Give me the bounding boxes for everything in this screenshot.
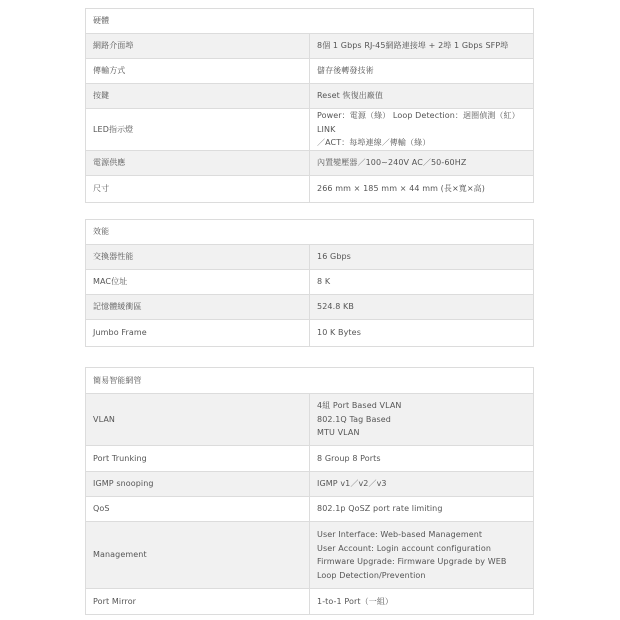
row-label: VLAN: [86, 394, 310, 446]
table-row: [86, 34, 534, 59]
table-row: [86, 497, 534, 522]
row-value: 內置變壓器／100~240V AC／50-60HZ: [310, 150, 534, 175]
row-label: 記憶體緩衝區: [86, 295, 310, 320]
row-label: QoS: [86, 497, 310, 522]
row-value: Power：電源（綠） Loop Detection：迴圈偵測（紅） LINK ／ACT：每埠連線／傳輸（綠）: [310, 109, 534, 151]
row-value: 4組 Port Based VLAN 802.1Q Tag Based MTU VLAN: [310, 394, 534, 446]
table-row: [86, 109, 534, 151]
row-value: 8 Group 8 Ports: [310, 446, 534, 472]
row-label: 按鍵: [86, 84, 310, 109]
row-label: 傳輸方式: [86, 59, 310, 84]
management-spec-table: [85, 367, 534, 615]
row-value: 8 K: [310, 270, 534, 295]
table-section-header: [86, 220, 534, 245]
table-row: [86, 59, 534, 84]
table-row: [86, 150, 534, 175]
row-value: 16 Gbps: [310, 245, 534, 270]
section-title-performance: 效能: [86, 220, 534, 245]
table-section-header: [86, 9, 534, 34]
row-value: 1-to-1 Port（一組）: [310, 589, 534, 615]
table-row: [86, 522, 534, 589]
row-value: 524.8 KB: [310, 295, 534, 320]
row-value: 8個 1 Gbps RJ-45網路連接埠 + 2埠 1 Gbps SFP埠: [310, 34, 534, 59]
table-row: [86, 589, 534, 615]
hardware-spec-table: [85, 8, 534, 203]
table-row: [86, 394, 534, 446]
table-row: [86, 320, 534, 347]
row-value: 儲存後轉發技術: [310, 59, 534, 84]
table-row: [86, 175, 534, 202]
row-label: Port Mirror: [86, 589, 310, 615]
row-label: MAC位址: [86, 270, 310, 295]
table-row: [86, 84, 534, 109]
section-title-hardware: 硬體: [86, 9, 534, 34]
row-value: 802.1p QoSZ port rate limiting: [310, 497, 534, 522]
row-value: 266 mm × 185 mm × 44 mm (長×寬×高): [310, 175, 534, 202]
row-value: User Interface: Web-based Management User Account: Login account configuration Firmware Upgrade: Firmware Upgrade by WEB Loop Detection/Prevention: [310, 522, 534, 589]
table-row: [86, 245, 534, 270]
row-label: 電源供應: [86, 150, 310, 175]
table-row: [86, 270, 534, 295]
row-label: Jumbo Frame: [86, 320, 310, 347]
row-label: IGMP snooping: [86, 472, 310, 497]
row-value: 10 K Bytes: [310, 320, 534, 347]
table-row: [86, 295, 534, 320]
row-label: 尺寸: [86, 175, 310, 202]
table-row: [86, 446, 534, 472]
performance-spec-table: [85, 219, 534, 347]
row-value: IGMP v1／v2／v3: [310, 472, 534, 497]
table-row: [86, 472, 534, 497]
row-label: 交換器性能: [86, 245, 310, 270]
row-value: Reset 恢復出廠值: [310, 84, 534, 109]
row-label: LED指示燈: [86, 109, 310, 151]
row-label: Port Trunking: [86, 446, 310, 472]
row-label: Management: [86, 522, 310, 589]
section-title-management: 簡易智能網管: [86, 368, 534, 394]
row-label: 網路介面埠: [86, 34, 310, 59]
table-section-header: [86, 368, 534, 394]
